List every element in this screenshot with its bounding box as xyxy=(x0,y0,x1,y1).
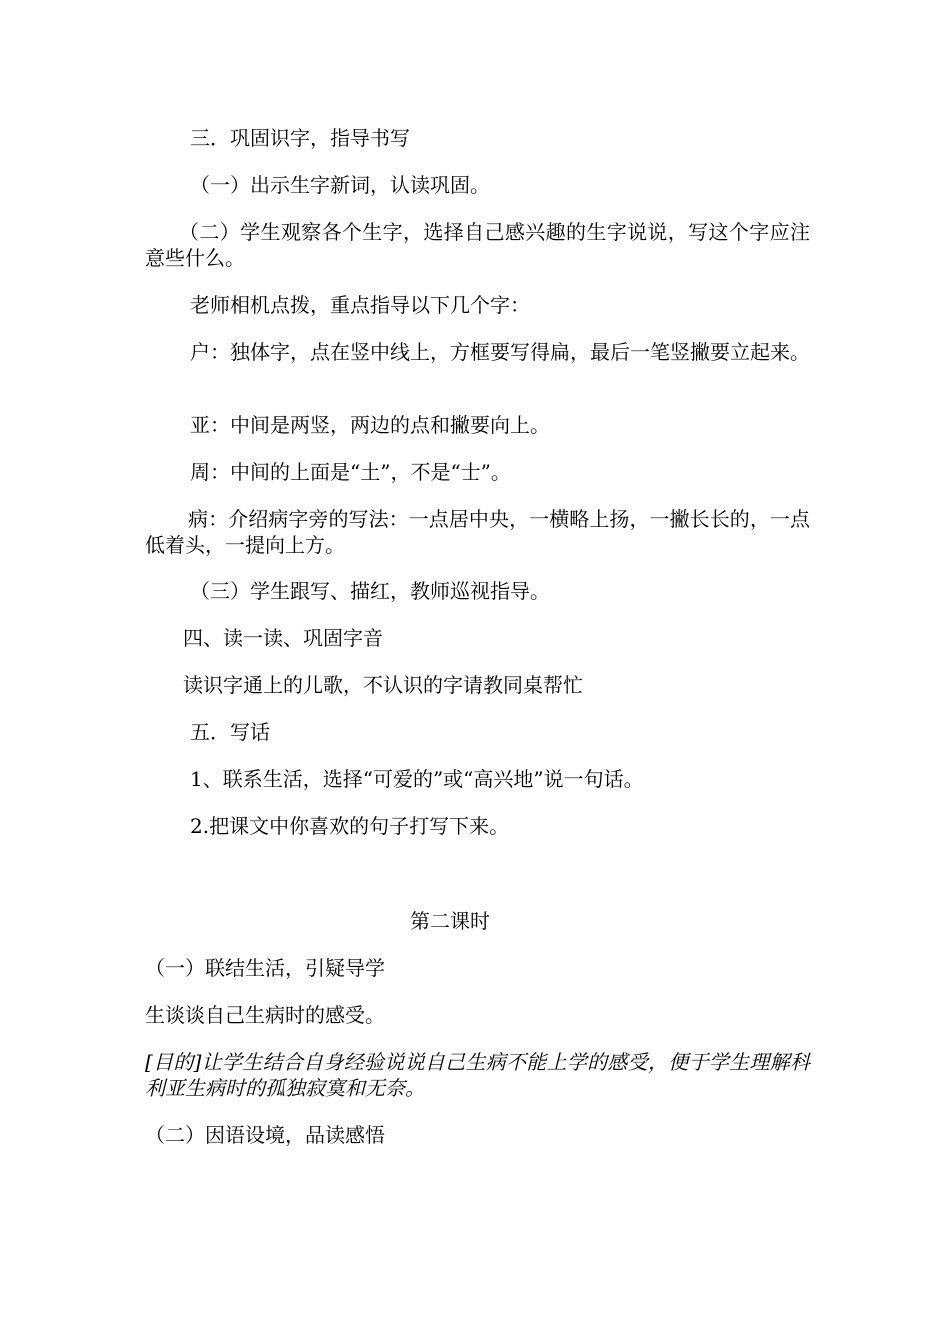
step-observe-characters: （二）学生观察各个生字，选择自己感兴趣的生字说说，写这个字应注意些什么。 xyxy=(145,220,810,270)
character-note-hu: 户：独体字，点在竖中线上，方框要写得扁，最后一笔竖撇要立起来。 xyxy=(190,340,810,364)
character-note-bing: 病：介绍病字旁的写法：一点居中央，一横略上扬，一撇长长的，一点低着头，一提向上方。 xyxy=(145,507,810,557)
lesson-two-part-1-heading: （一）联结生活，引疑导学 xyxy=(145,956,385,980)
section-heading-write: 五．写话 xyxy=(190,720,270,744)
write-task-2: 2.把课文中你喜欢的句子打写下来。 xyxy=(190,814,510,838)
write-task-1: 1、联系生活，选择“可爱的”或“高兴地”说一句话。 xyxy=(190,767,644,791)
character-note-ya: 亚：中间是两竖，两边的点和撇要向上。 xyxy=(190,413,550,437)
read-instruction: 读识字通上的儿歌，不认识的字请教同桌帮忙 xyxy=(183,673,583,697)
step-show-new-words: （一）出示生字新词，认读巩固。 xyxy=(190,173,490,197)
lesson-two-purpose: [目的]让学生结合自身经验说说自己生病不能上学的感受，便于学生理解科利亚生病时的孤独寂寞和无奈。 xyxy=(145,1050,810,1100)
teacher-guidance-note: 老师相机点拨，重点指导以下几个字： xyxy=(190,293,530,317)
step-trace-writing: （三）学生跟写、描红，教师巡视指导。 xyxy=(190,579,550,603)
section-heading-consolidate: 三．巩固识字，指导书写 xyxy=(190,126,410,150)
lesson-two-title: 第二课时 xyxy=(410,909,490,933)
character-note-zhou: 周：中间的上面是“土”，不是“士”。 xyxy=(190,460,511,484)
lesson-two-part-1-text: 生谈谈自己生病时的感受。 xyxy=(145,1003,385,1027)
lesson-two-part-2-heading: （二）因语设境，品读感悟 xyxy=(145,1123,385,1147)
section-heading-read: 四、读一读、巩固字音 xyxy=(183,626,383,650)
